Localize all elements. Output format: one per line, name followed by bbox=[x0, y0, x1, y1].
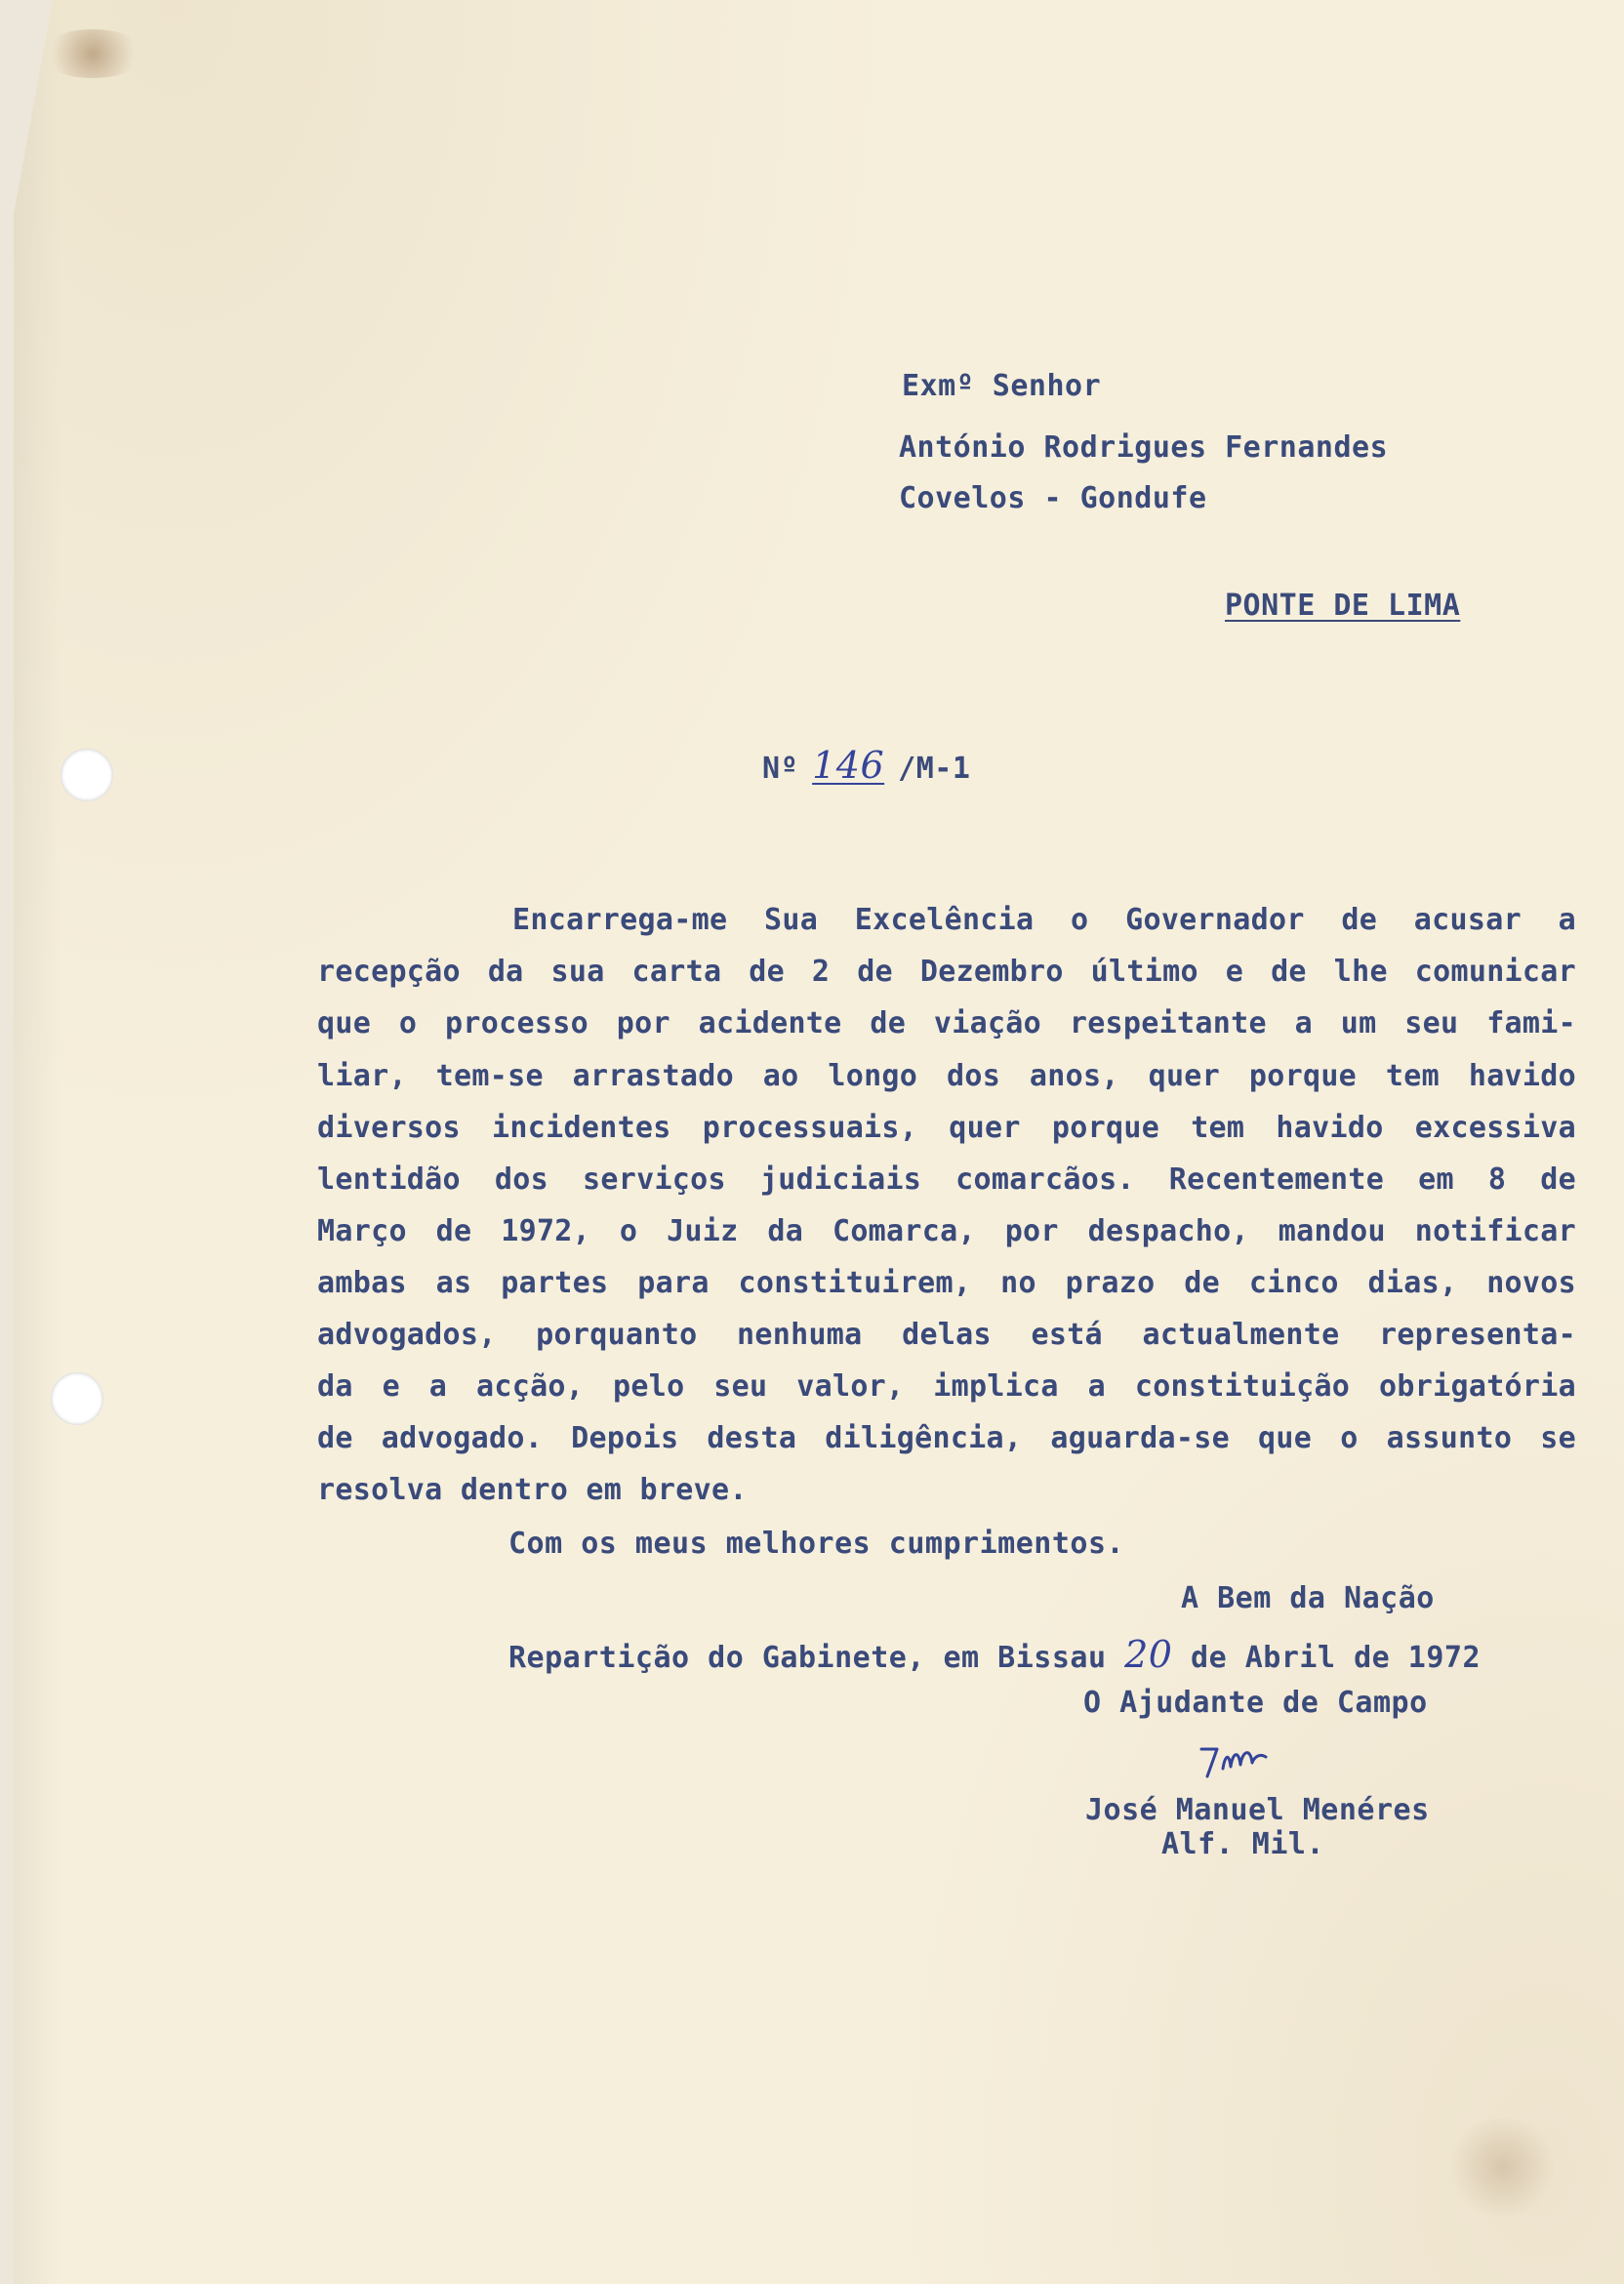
punch-hole-top bbox=[61, 749, 113, 801]
recipient-town: PONTE DE LIMA bbox=[1225, 589, 1461, 623]
handwritten-day: 20 bbox=[1124, 1633, 1173, 1676]
date-suffix: de Abril de 1972 bbox=[1191, 1641, 1481, 1675]
reference-prefix: Nº bbox=[762, 752, 799, 786]
foxing-stain bbox=[1444, 2118, 1562, 2216]
reference-handwritten-number: 146 bbox=[812, 744, 885, 787]
body-line: Março de 1972, o Juiz da Comarca, por despacho, mandou notificar bbox=[317, 1214, 1576, 1248]
motto: A Bem da Nação bbox=[1181, 1581, 1435, 1615]
reference-suffix: /M-1 bbox=[898, 752, 971, 786]
body-line: lentidão dos serviços judiciais comarcãos. Recentemente em 8 de bbox=[317, 1162, 1576, 1197]
signatory-name: José Manuel Menéres bbox=[1085, 1793, 1430, 1827]
torn-corner bbox=[14, 0, 53, 215]
date-line bbox=[508, 1633, 1481, 1676]
body-line: resolva dentro em breve. bbox=[317, 1473, 748, 1507]
body-line: de advogado. Depois desta diligência, aguarda-se que o assunto se bbox=[317, 1421, 1576, 1455]
body-line: diversos incidentes processuais, quer porque tem havido excessiva bbox=[317, 1111, 1576, 1145]
body-line: Encarrega-me Sua Excelência o Governador de acusar a bbox=[512, 903, 1576, 937]
body-line: ambas as partes para constituirem, no prazo de cinco dias, novos bbox=[317, 1266, 1576, 1300]
body-line: que o processo por acidente de viação respeitante a um seu fami- bbox=[317, 1006, 1576, 1040]
recipient-locality: Covelos - Gondufe bbox=[899, 481, 1207, 515]
signature-mark bbox=[1196, 1739, 1313, 1788]
punch-hole-bottom bbox=[51, 1372, 103, 1425]
body-line: liar, tem-se arrastado ao longo dos anos, quer porque tem havido bbox=[317, 1059, 1576, 1093]
place-prefix: Repartição do Gabinete, em Bissau bbox=[508, 1641, 1107, 1675]
closing-greeting: Com os meus melhores cumprimentos. bbox=[508, 1527, 1125, 1561]
signatory-role: O Ajudante de Campo bbox=[1083, 1686, 1428, 1720]
signatory-rank: Alf. Mil. bbox=[1161, 1827, 1325, 1861]
body-line: da e a acção, pelo seu valor, implica a constituição obrigatória bbox=[317, 1369, 1576, 1404]
reference-number bbox=[762, 744, 971, 787]
body-line: recepção da sua carta de 2 de Dezembro último e de lhe comunicar bbox=[317, 955, 1576, 989]
rust-stain bbox=[39, 29, 146, 78]
body-line: advogados, porquanto nenhuma delas está actualmente representa- bbox=[317, 1318, 1576, 1352]
recipient-name: António Rodrigues Fernandes bbox=[899, 430, 1389, 465]
recipient-salutation: Exmº Senhor bbox=[902, 369, 1102, 403]
